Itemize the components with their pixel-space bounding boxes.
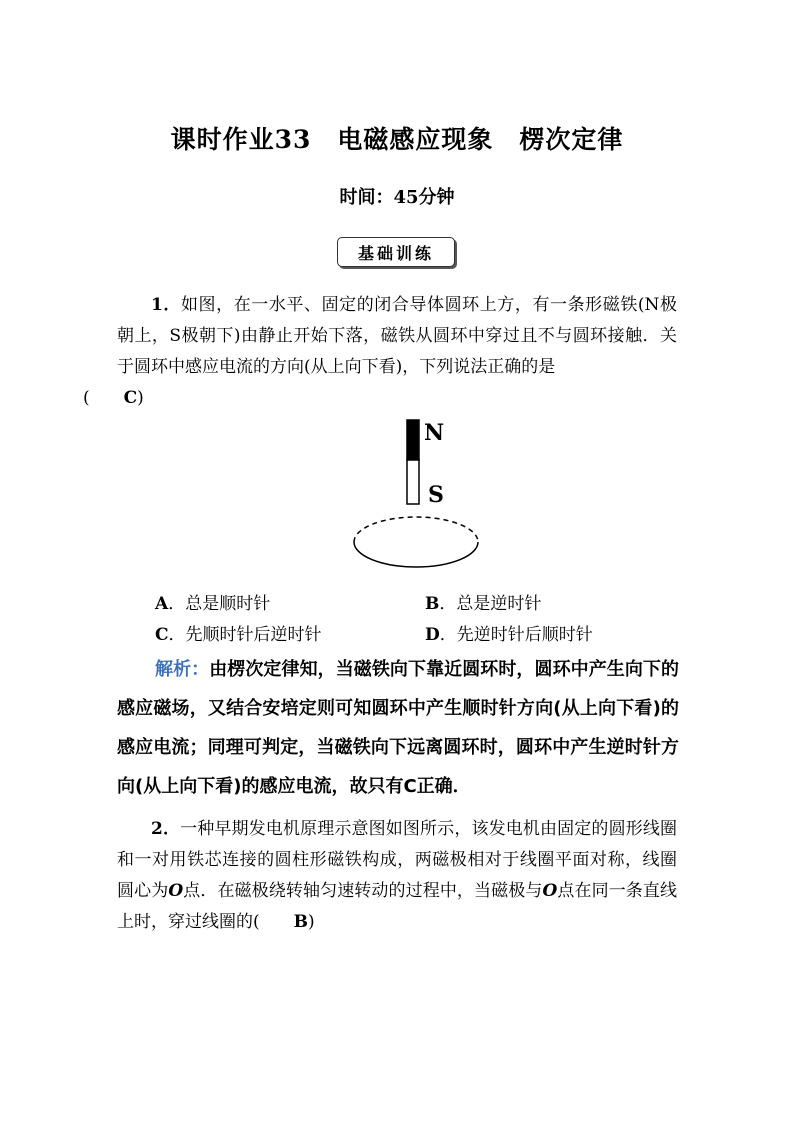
option-text: 总是顺时针 bbox=[185, 594, 271, 614]
option-key: A bbox=[155, 594, 169, 614]
option-key: D bbox=[425, 625, 440, 645]
north-label: N bbox=[424, 420, 445, 446]
option-text: 先顺时针后逆时针 bbox=[185, 625, 322, 645]
time-limit: 时间：45分钟 bbox=[339, 187, 455, 208]
analysis bbox=[117, 650, 679, 806]
page-title: 课时作业33 电磁感应现象 楞次定律 bbox=[170, 125, 624, 154]
option-c: C．先顺时针后逆时针 bbox=[155, 625, 322, 645]
answer-close: ) bbox=[137, 388, 144, 408]
section-tab bbox=[337, 237, 455, 267]
option-key: C bbox=[155, 625, 169, 645]
question-2: 2．一种早期发电机原理示意图如图所示，该发电机由固定的圆形线圈和一对用铁芯连接的圆柱形磁铁构成，两磁极相对于线圈平面对称，线圈圆心为O点．在磁极绕转轴匀速转动的过程中，当磁极与O点在同一条直线上时，穿过线圈的( B) bbox=[117, 814, 677, 938]
question-text: 如图，在一水平、固定的闭合导体圆环上方，有一条形磁铁(N极朝上，S极朝下)由静止开始下落，磁铁从圆环中穿过且不与圆环接触．关于圆环中感应电流的方向(从上向下看)，下列说法正确的是 bbox=[117, 295, 677, 377]
option-b: B．总是逆时针 bbox=[425, 594, 542, 614]
answer: B bbox=[293, 912, 309, 932]
ring-front-solid bbox=[354, 542, 478, 567]
answer-close: ) bbox=[308, 912, 315, 932]
ring-back-dashed bbox=[354, 517, 478, 542]
point-o: O bbox=[168, 881, 184, 901]
magnet-north-pole bbox=[407, 420, 419, 460]
option-a: A．总是顺时针 bbox=[155, 594, 271, 614]
option-key: B bbox=[425, 594, 440, 614]
option-text: 先逆时针后顺时针 bbox=[456, 625, 593, 645]
question-1 bbox=[83, 290, 677, 414]
analysis-label: 解析： bbox=[155, 659, 210, 680]
option-text: 总是逆时针 bbox=[456, 594, 542, 614]
question-number: 1． bbox=[151, 295, 181, 315]
answer-open: ( bbox=[83, 388, 90, 408]
option-d: D．先逆时针后顺时针 bbox=[425, 625, 593, 645]
point-o: O bbox=[542, 881, 558, 901]
answer: C bbox=[123, 388, 138, 408]
question-number: 2． bbox=[151, 819, 181, 839]
magnet-ring-figure bbox=[340, 410, 500, 590]
section-label: 基础训练 bbox=[357, 243, 434, 263]
analysis-text: 由楞次定律知，当磁铁向下靠近圆环时，圆环中产生向下的感应磁场，又结合安培定则可知圆环中产生顺时针方向(从上向下看)的感应电流；同理可判定，当磁铁向下远离圆环时，圆环中产生逆时针方向(从上向下看)的感应电流，故只有C正确． bbox=[117, 659, 680, 797]
magnet-south-pole bbox=[407, 460, 419, 504]
south-label: S bbox=[428, 482, 444, 508]
